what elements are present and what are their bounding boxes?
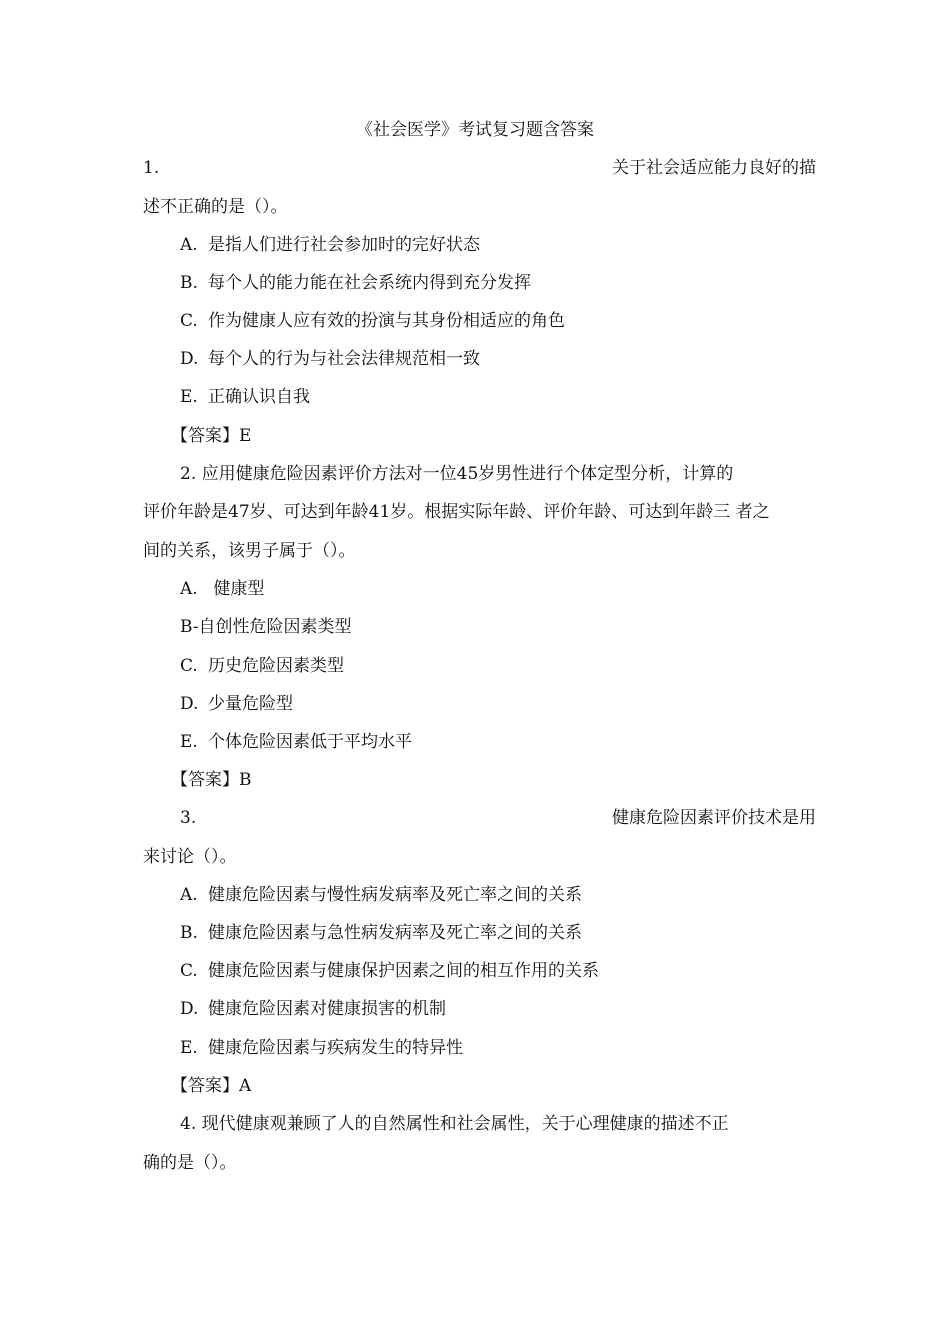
question-2-option-e	[180, 730, 412, 754]
option-label: E.	[180, 732, 198, 752]
question-3-option-d	[180, 997, 446, 1021]
question-1-stem: 关于社会适应能力良好的描	[612, 158, 816, 178]
option-label: C.	[180, 656, 198, 676]
option-text: B-自创性危险因素类型	[180, 617, 352, 637]
question-1-number: 1.	[143, 158, 160, 178]
question-2-stem-line-2: 评价年龄是47岁、可达到年龄41岁。根据实际年龄、评价年龄、可达到年龄三 者之	[143, 502, 770, 522]
question-3-option-e	[180, 1036, 463, 1060]
option-label: E.	[180, 1038, 198, 1058]
option-text: 历史危险因素类型	[208, 656, 344, 676]
question-3-number: 3.	[180, 808, 197, 828]
question-1-stem-continued: 述不正确的是（）。	[143, 197, 288, 217]
question-4-stem-line-2: 确的是（）。	[143, 1153, 237, 1173]
question-1-option-b	[180, 271, 531, 295]
option-text: 每个人的行为与社会法律规范相一致	[208, 349, 480, 369]
question-3-option-a	[180, 883, 582, 907]
option-label: B.	[180, 273, 198, 293]
option-text: 个体危险因素低于平均水平	[208, 732, 412, 752]
question-2-option-c	[180, 654, 344, 678]
option-label: A.	[180, 235, 198, 255]
option-label: A.	[180, 885, 198, 905]
option-label: D.	[180, 349, 199, 369]
question-2-option-d	[180, 692, 293, 716]
option-label: D.	[180, 999, 199, 1019]
option-label: C.	[180, 311, 198, 331]
option-text: 健康危险因素与疾病发生的特异性	[208, 1038, 463, 1058]
option-text: 健康型	[208, 579, 265, 599]
question-2-stem-line-1: 2. 应用健康危险因素评价方法对一位45岁男性进行个体定型分析，计算的	[180, 464, 734, 484]
question-2-option-b	[180, 615, 352, 639]
question-2-option-a	[180, 577, 264, 601]
document-title: 《社会医学》考试复习题含答案	[356, 120, 594, 140]
option-text: 每个人的能力能在社会系统内得到充分发挥	[208, 273, 531, 293]
question-4-stem-line-1: 4. 现代健康观兼顾了人的自然属性和社会属性，关于心理健康的描述不正	[180, 1114, 729, 1134]
question-1-answer: 【答案】E	[171, 426, 252, 446]
option-label: A.	[180, 579, 198, 599]
option-text: 是指人们进行社会参加时的完好状态	[208, 235, 480, 255]
question-3-stem-continued: 来讨论（）。	[143, 847, 237, 867]
option-label: C.	[180, 961, 198, 981]
question-2-stem-line-3: 间的关系，该男子属于（）。	[143, 541, 356, 561]
question-1-option-a	[180, 233, 480, 257]
question-2-answer: 【答案】B	[171, 770, 252, 790]
option-text: 健康危险因素与健康保护因素之间的相互作用的关系	[208, 961, 599, 981]
question-3-stem: 健康危险因素评价技术是用	[612, 808, 816, 828]
option-label: D.	[180, 694, 199, 714]
question-1-option-c	[180, 309, 565, 333]
question-3-answer: 【答案】A	[171, 1076, 252, 1096]
option-text: 作为健康人应有效的扮演与其身份相适应的角色	[208, 311, 565, 331]
option-text: 健康危险因素与慢性病发病率及死亡率之间的关系	[208, 885, 582, 905]
option-label: E.	[180, 387, 198, 407]
question-1-option-d	[180, 347, 480, 371]
option-text: 健康危险因素与急性病发病率及死亡率之间的关系	[208, 923, 582, 943]
option-label: B.	[180, 923, 198, 943]
question-3-option-b	[180, 921, 582, 945]
option-text: 少量危险型	[208, 694, 293, 714]
question-3-option-c	[180, 959, 599, 983]
question-1-option-e	[180, 385, 310, 409]
option-text: 正确认识自我	[208, 387, 310, 407]
option-text: 健康危险因素对健康损害的机制	[208, 999, 446, 1019]
